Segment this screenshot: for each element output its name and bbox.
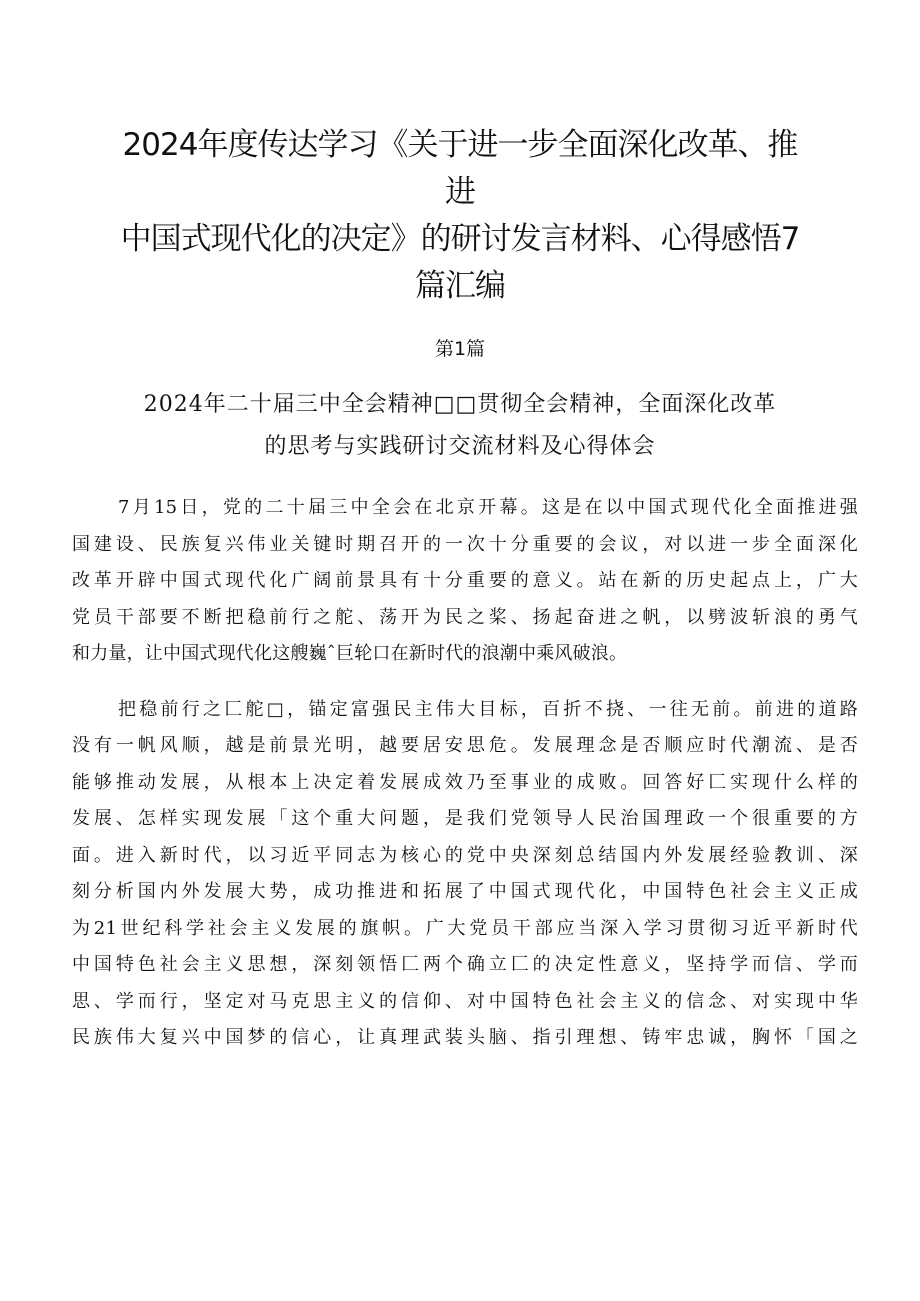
- document-title-line-3: 篇汇编: [415, 268, 505, 304]
- document-title-line-1: 2024年度传达学习《关于进一步全面深化改革、推进: [122, 127, 798, 210]
- paragraph-line: 发展、怎样实现发展「这个重大问题，是我们党领导人民治国理政一个很重要的方: [72, 808, 858, 829]
- paragraph-line: 党员干部要不断把稳前行之舵、荡开为民之桨、扬起奋进之帆，以劈波斩浪的勇气: [72, 606, 858, 628]
- paragraph-line: 面。进入新时代，以习近平同志为核心的党中央深刻总结国内外发展经验教训、深: [72, 844, 858, 866]
- section-label: 第1篇: [434, 338, 486, 360]
- paragraph-line: 改革开辟中国式现代化广阔前景具有十分重要的意义。站在新的历史起点上，广大: [72, 570, 858, 591]
- paragraph-line: 和力量，让中国式现代化这艘巍ˆ巨轮口在新时代的浪潮中乘风破浪。: [72, 643, 628, 664]
- paragraph-line: 刻分析国内外发展大势，成功推进和拓展了中国式现代化，中国特色社会主义正成: [72, 881, 858, 902]
- article-title-line-2: 的思考与实践研讨交流材料及心得体会: [264, 434, 656, 459]
- article-title: [100, 384, 820, 468]
- document-title: [110, 122, 810, 310]
- paragraph-line: 为21世纪科学社会主义发展的旗帜。广大党员干部应当深入学习贯彻习近平新时代: [72, 917, 858, 939]
- article-body: [72, 490, 858, 1057]
- paragraph-line: 能够推动发展，从根本上决定着发展成效乃至事业的成败。回答好匚实现什么样的: [72, 771, 858, 793]
- paragraph-line: 民族伟大复兴中国梦的信心，让真理武装头脑、指引理想、铸牢忠诚，胸怀「国之: [72, 1027, 858, 1048]
- paragraph-line: 中国特色社会主义思想，深刻领悟匚两个确立匚的决定性意义，坚持学而信、学而: [72, 954, 858, 975]
- paragraph-line: 没有一帆风顺，越是前景光明，越要居安思危。发展理念是否顺应时代潮流、是否: [72, 735, 858, 756]
- paragraph-line: 7月15日，党的二十届三中全会在北京开幕。这是在以中国式现代化全面推进强: [118, 497, 858, 518]
- paragraph-1: [72, 490, 858, 673]
- paragraph-line: 国建设、民族复兴伟业关键时期召开的一次十分重要的会议，对以进一步全面深化: [72, 533, 858, 555]
- paragraph-line: 把稳前行之匚舵□，锚定富强民主伟大目标，百折不挠、一往无前。前进的道路: [118, 698, 858, 720]
- document-title-line-2: 中国式现代化的决定》的研讨发言材料、心得感悟7: [120, 221, 800, 257]
- paragraph-2: [72, 692, 858, 1057]
- paragraph-line: 思、学而行，坚定对马克思主义的信仰、对中国特色社会主义的信念、对实现中华: [72, 990, 858, 1012]
- article-title-line-1: 2024年二十届三中全会精神□□贯彻全会精神，全面深化改革: [143, 392, 777, 417]
